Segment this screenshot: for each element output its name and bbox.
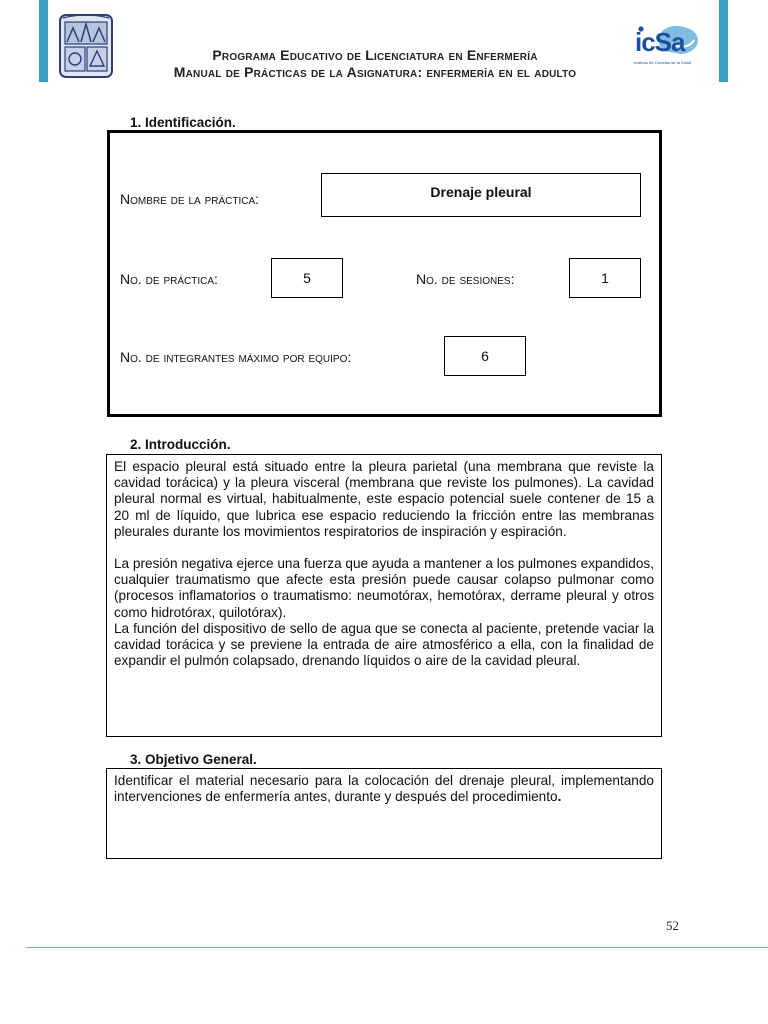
sessions-field (569, 258, 641, 298)
objective-box (106, 768, 662, 859)
university-crest-icon (59, 14, 113, 78)
page-number: 52 (666, 918, 679, 933)
right-accent-bar (719, 0, 728, 82)
objective-text-wrapper (114, 773, 654, 805)
manual-title: Manual de Prácticas de la Asignatura: enfermería en el adulto (173, 64, 577, 80)
objective-text: Identificar el material necesario para la colocación del drenaje pleural, implementando intervenciones de enfermería antes, durante y después del procedimiento (114, 773, 654, 805)
introduction-paragraph-1: El espacio pleural está situado entre la pleura parietal (una membrana que reviste la cavidad torácica) y la pleura visceral (membrana que reviste los pulmones). La cavidad pleural normal es virtual, habitualmente, este espacio potencial suele contener de 15 a 20 ml de líquido, que lubrica ese espacio reduciendo la fricción entre las membranas pleurales durante los movimientos respiratorios de inspiración y espiración. (114, 459, 654, 539)
practice-name-value: Drenaje pleural (430, 184, 532, 200)
members-value: 6 (481, 348, 489, 364)
introduction-paragraph-2: La presión negativa ejerce una fuerza que ayuda a mantener a los pulmones expandidos, cualquier traumatismo que afecte esta presión puede causar colapso pulmonar como (procesos inflamatorios o traumatismo: neumotórax, hemotórax, derrame pleural y otros como hidrotórax, quilotórax). (114, 556, 654, 620)
sessions-label: No. de sesiones: (416, 271, 515, 287)
introduction-box (106, 454, 662, 737)
sessions-value: 1 (601, 270, 609, 286)
identification-heading: 1. Identificación. (130, 115, 236, 130)
icsa-logo-text: icSa (635, 27, 685, 57)
members-label: No. de integrantes máximo por equipo: (120, 349, 352, 365)
icsa-logo-subtitle: Instituto de Ciencias de la Salud (634, 60, 692, 65)
left-accent-bar (39, 0, 48, 82)
practice-number-field (271, 258, 343, 298)
objective-end-mark: . (557, 789, 562, 805)
identification-box (107, 130, 662, 417)
practice-name-field (321, 173, 641, 217)
introduction-heading: 2. Introducción. (130, 437, 231, 452)
practice-number-label: No. de práctica: (120, 271, 218, 287)
icsa-logo (632, 18, 702, 70)
practice-number-value: 5 (303, 270, 311, 286)
footer-divider (26, 947, 768, 948)
introduction-paragraph-3: La función del dispositivo de sello de agua que se conecta al paciente, pretende vaciar la cavidad torácica y se previene la entrada de aire atmosférico a ella, con la finalidad de expandir el pulmón colapsado, drenando líquidos o aire de la cavidad pleural. (114, 620, 654, 669)
program-title: Programa Educativo de Licenciatura en Enfermería (212, 47, 538, 63)
practice-name-label: Nombre de la práctica: (120, 191, 260, 207)
objective-heading: 3. Objetivo General. (130, 752, 257, 767)
members-field (444, 336, 526, 376)
